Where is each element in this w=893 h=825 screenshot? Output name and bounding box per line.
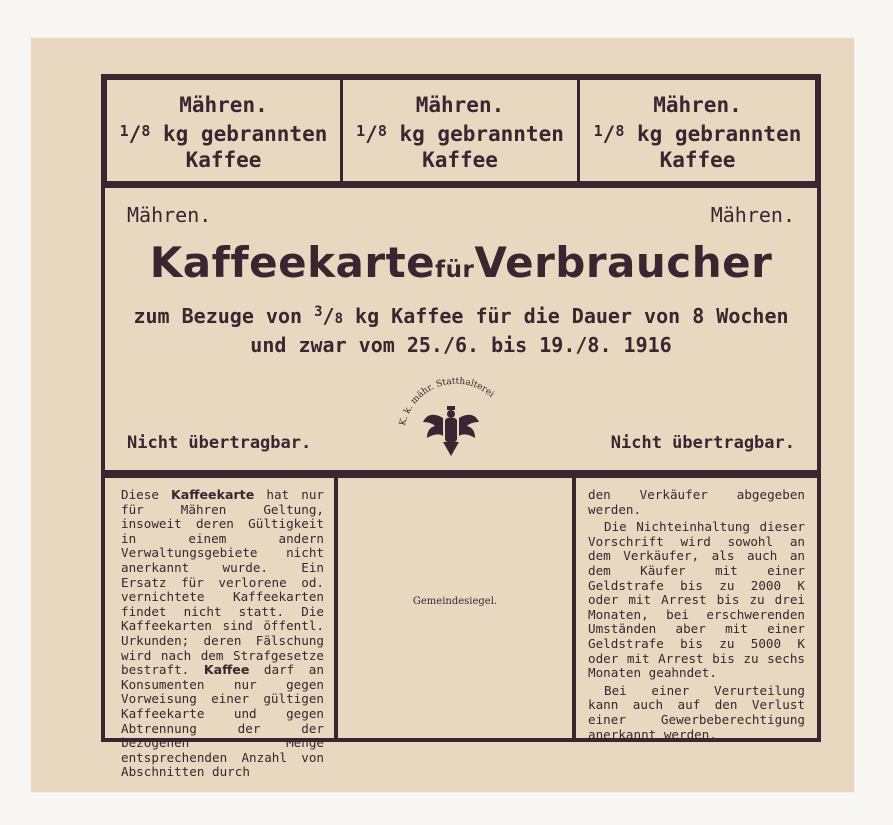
municipal-seal-field: [334, 474, 576, 742]
region-right: Mähren.: [710, 203, 795, 227]
municipal-seal-label: Gemeindesiegel.: [412, 596, 498, 607]
coupon-2[interactable]: [340, 77, 580, 184]
coupon-amount: $^1$/$^8$ kg gebrannten: [593, 122, 802, 146]
official-seal: [385, 366, 525, 466]
not-transferable-right: Nicht übertragbar.: [610, 433, 795, 453]
coupon-product: Kaffee: [422, 148, 498, 172]
not-transferable-left: Nicht übertragbar.: [127, 433, 312, 453]
subtitle-line-1: zum Bezuge von $^3$/8 kg Kaffee für die Dauer von 8 Wochen: [133, 304, 789, 328]
subtitle-line-2: und zwar vom 25./6. bis 19./8. 1916: [250, 333, 672, 357]
coupon-product: Kaffee: [659, 148, 736, 172]
coupon-3[interactable]: [577, 77, 818, 184]
coupon-product: Kaffee: [185, 148, 262, 172]
ration-card: [31, 38, 854, 792]
coupon-amount: $^1$/$^8$ kg gebrannten: [119, 122, 328, 146]
conditions-left: [101, 474, 338, 780]
coupon-1[interactable]: [104, 77, 343, 184]
coupon-region: Mähren.: [415, 93, 505, 117]
conditions-text-right-3: Bei einer Verurteilung kann auch auf den Verlust einer Gewerbeberechtigung anerkannt werden.: [588, 682, 805, 742]
card-title: KaffeekartefürVerbraucher: [149, 238, 773, 287]
eagle-seal-icon: [385, 366, 525, 466]
conditions-text-left: Diese Kaffeekarte hat nur für Mähren Geltung, insoweit deren Gültigkeit in einem andern Verwaltungsgebiete nicht anerkannt wurde. Ein Ersatz für verlorene od. vernichtete Kaffeekarten findet nicht statt. Die Kaffeekarten sind öffentl. Urkunden; deren Fälschung wird nach dem Strafgesetze bestraft. Kaffee darf an Konsumenten nur gegen Vorweisung einer gültigen Kaffeekarte und gegen Abtrennung der der bezogenen Menge entsprechenden Anzahl von Abschnitten durch: [121, 487, 324, 780]
conditions-right: [572, 474, 821, 742]
svg-text:K. k. mähr. Statthalterei: K. k. mähr. Statthalterei: [398, 376, 496, 427]
conditions-text-right-2: Die Nichteinhaltung dieser Vorschrift wird sowohl an dem Verkäufer, als auch an dem Käufer mit einer Geldstrafe bis zu 2000 K oder mit Arrest bis zu drei Monaten, bei erschwerenden Umständen aber mit einer Geldstrafe bis zu 5000 K oder mit Arrest bis zu sechs Monaten geahndet.: [588, 519, 805, 681]
conditions-text-right-1: den Verkäufer abgegeben werden.: [588, 487, 805, 517]
region-left: Mähren.: [127, 203, 212, 227]
coupon-region: Mähren.: [653, 93, 742, 117]
main-panel: [101, 184, 821, 474]
coupon-region: Mähren.: [179, 93, 268, 117]
coupon-amount: $^1$/$^8$ kg gebrannten: [356, 122, 564, 146]
